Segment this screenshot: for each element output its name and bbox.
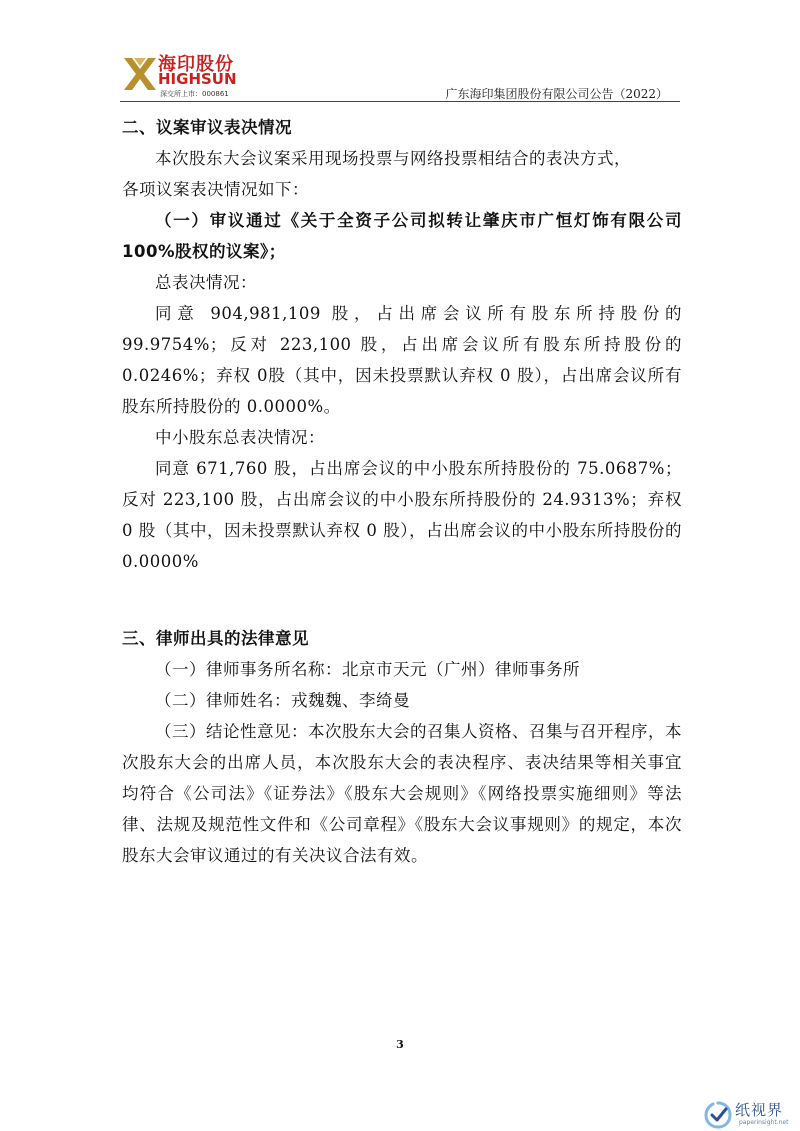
logo-english-name: HIGHSUN <box>158 70 237 88</box>
header-divider <box>120 101 680 102</box>
total-voting-label: 总表决情况： <box>155 273 257 292</box>
header-title: 广东海印集团股份有限公司公告（2022） <box>445 87 668 101</box>
watermark-url: paperinsight.net <box>739 1119 789 1126</box>
logo-chinese-name: 海印股份 <box>158 54 234 75</box>
minority-voting-detail: 同意 671,760 股，占出席会议的中小股东所持股份的 75.0687%；反对 223,100 股，占出席会议的中小股东所持股份的 24.9313%；弃权 0 股（其中，因未投票默认弃权 0 股），占出席会议的中小股东所持股份的 0.0000% <box>122 459 682 571</box>
section-spacer <box>122 577 682 623</box>
document-body <box>122 112 682 871</box>
watermark-logo-icon <box>703 1100 733 1130</box>
total-voting-detail: 同意 904,981,109 股，占出席会议所有股东所持股份的 99.9754%；反对 223,100 股，占出席会议所有股东所持股份的 0.0246%；弃权 0股（其中，因未投票默认弃权 0 股），占出席会议所有股东所持股份的 0.0000%。 <box>122 304 682 416</box>
page-number: 3 <box>396 1038 404 1051</box>
section-heading-voting: 二、议案审议表决情况 <box>122 118 292 137</box>
voting-intro-line-1: 本次股东大会议案采用现场投票与网络投票相结合的表决方式， <box>155 149 631 168</box>
lawyer-names: （二）律师姓名：戎魏魏、李绮曼 <box>155 691 410 710</box>
logo-x-icon <box>120 54 160 94</box>
section-heading-legal-opinion: 三、律师出具的法律意见 <box>122 629 309 648</box>
minority-voting-label: 中小股东总表决情况： <box>155 428 325 447</box>
document-header <box>120 48 680 102</box>
watermark-brand: 纸视界 <box>735 1101 784 1119</box>
motion-title: （一）审议通过《关于全资子公司拟转让肇庆市广恒灯饰有限公司 100%股权的议案》； <box>122 211 682 261</box>
legal-conclusion: （三）结论性意见：本次股东大会的召集人资格、召集与召开程序，本次股东大会的出席人员，本次股东大会的表决程序、表决结果等相关事宜均符合《公司法》《证券法》《股东大会规则》《网络投票实施细则》等法律、法规及规范性文件和《公司章程》《股东大会议事规则》的规定，本次股东大会审议通过的有关决议合法有效。 <box>122 722 682 865</box>
logo-stock-code: 深交所上市：000861 <box>160 90 229 98</box>
law-firm-name: （一）律师事务所名称：北京市天元（广州）律师事务所 <box>155 660 580 679</box>
company-logo <box>120 48 270 100</box>
watermark <box>703 1098 800 1131</box>
voting-intro-line-2: 各项议案表决情况如下： <box>122 180 309 199</box>
